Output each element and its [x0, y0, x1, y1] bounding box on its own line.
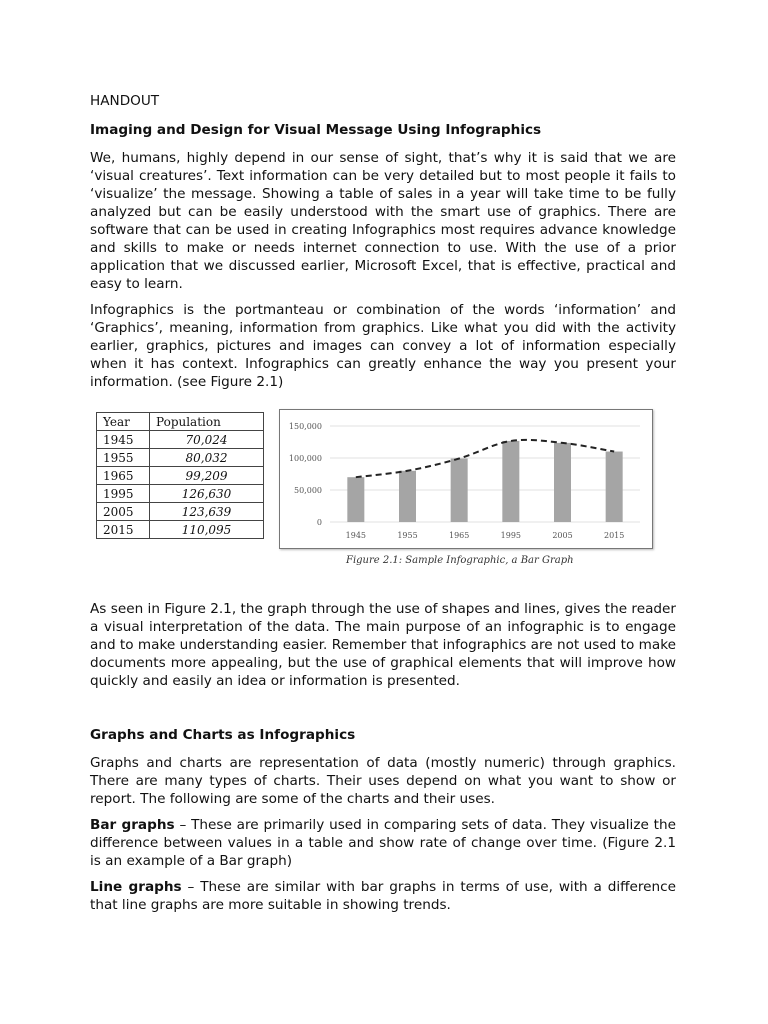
paragraph-graphs-charts: Graphs and charts are representation of data (mostly numeric) through graphics. There are many types of charts. Their uses depend on what you want to show or report. The following are some of the charts and their uses. — [90, 755, 676, 807]
figure-2-1 — [90, 403, 676, 586]
bar-graphs-description: – These are primarily used in comparing sets of data. They visualize the difference between values in a table and show rate of change over time. (Figure 2.1 is an example of a Bar graph) — [90, 817, 676, 869]
year-cell: 1995 — [97, 485, 150, 503]
bar — [502, 441, 519, 522]
line-graphs-description: – These are similar with bar graphs in terms of use, with a difference that line graphs are more suitable in showing trends. — [90, 879, 676, 913]
year-cell: 1945 — [97, 431, 150, 449]
year-cell: 1965 — [97, 467, 150, 485]
bar-chart — [280, 410, 652, 548]
table-row — [97, 521, 264, 539]
year-cell: 1955 — [97, 449, 150, 467]
x-tick-label: 1965 — [448, 531, 470, 540]
bar-chart-box — [279, 409, 653, 549]
x-tick-label: 1995 — [500, 531, 522, 540]
year-cell: 2015 — [97, 521, 150, 539]
bar — [347, 477, 364, 522]
population-cell: 80,032 — [150, 449, 264, 467]
trend-line — [356, 440, 614, 477]
population-cell: 126,630 — [150, 485, 264, 503]
bar-graphs-term: Bar graphs — [90, 817, 175, 833]
table-row — [97, 485, 264, 503]
bar — [451, 459, 468, 522]
x-tick-label: 2015 — [603, 531, 625, 540]
header-year: Year — [97, 413, 150, 431]
x-tick-label: 2005 — [552, 531, 573, 540]
x-tick-label: 1945 — [345, 531, 367, 540]
population-cell: 123,639 — [150, 503, 264, 521]
figure-caption: Figure 2.1: Sample Infographic, a Bar Graph — [346, 555, 574, 566]
population-cell: 70,024 — [150, 431, 264, 449]
line-graphs-term: Line graphs — [90, 879, 182, 895]
paragraph-bar-graphs — [90, 816, 676, 870]
paragraph-infographics-definition: Infographics is the portmanteau or combination of the words ‘information’ and ‘Graphics’, meaning, information from graphics. Like what you did with the activity earlier, graphics, pictures and images can convey a lot of information especially when it has context. Infographics can greatly enhance the way you present your information. (see Figure 2.1) — [90, 302, 676, 390]
document-title: Imaging and Design for Visual Message Using Infographics — [90, 122, 542, 138]
population-table — [96, 412, 264, 539]
paragraph-intro: We, humans, highly depend in our sense of sight, that’s why it is said that we are ‘visual creatures’. Text information can be very detailed but to most people it fails to ‘visualize’ the message. Showing a table of sales in a year will take time to be fully analyzed but can be easily understood with the smart use of graphics. There are software that can be used in creating Infographics most requires advance knowledge and skills to make or needs internet connection to use. With the use of a prior application that we discussed earlier, Microsoft Excel, that is effective, practical and easy to learn. — [90, 150, 676, 292]
x-tick-label: 1955 — [397, 531, 418, 540]
y-tick-label: 0 — [316, 518, 322, 527]
bar — [399, 471, 416, 522]
population-cell: 110,095 — [150, 521, 264, 539]
document-page — [90, 92, 676, 922]
table-header-row — [97, 413, 264, 431]
y-tick-label: 150,000 — [288, 422, 322, 431]
y-tick-label: 100,000 — [288, 454, 322, 463]
bar — [606, 452, 623, 522]
table-row — [97, 431, 264, 449]
bar — [554, 443, 571, 522]
table-row — [97, 467, 264, 485]
y-tick-label: 50,000 — [294, 486, 322, 495]
paragraph-figure-explanation: As seen in Figure 2.1, the graph through the use of shapes and lines, gives the reader a visual interpretation of the data. The main purpose of an infographic is to engage and to make understanding easier. Remember that infographics are not used to make documents more appealing, but the use of graphical elements that will improve how quickly and easily an idea or information is presented. — [90, 601, 676, 689]
section-heading-graphs-charts: Graphs and Charts as Infographics — [90, 727, 356, 743]
handout-label: HANDOUT — [90, 93, 160, 109]
table-row — [97, 449, 264, 467]
paragraph-line-graphs — [90, 878, 676, 914]
header-population: Population — [150, 413, 264, 431]
table-row — [97, 503, 264, 521]
population-cell: 99,209 — [150, 467, 264, 485]
year-cell: 2005 — [97, 503, 150, 521]
